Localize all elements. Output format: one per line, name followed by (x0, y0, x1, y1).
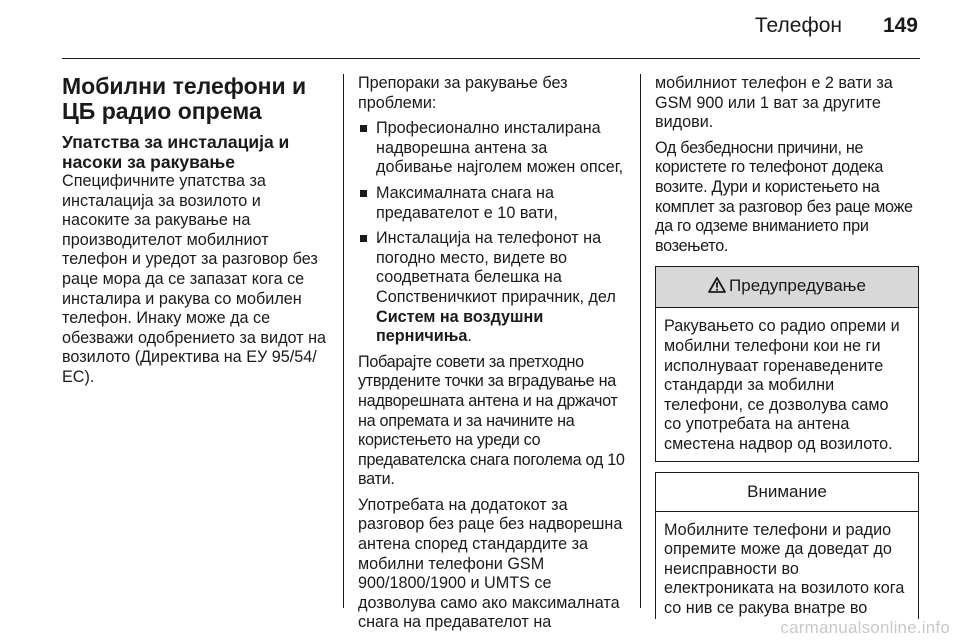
header-title: Телефон (754, 14, 842, 37)
bullet-icon (360, 125, 367, 132)
list-item (358, 119, 626, 178)
recommendations-list (358, 119, 626, 347)
power-paragraph: мобилниот телефон е 2 вати за GSM 900 или 1 ват за другите видови. (655, 74, 893, 132)
warning-box-title: Предупредување (729, 276, 866, 296)
list-item-text: Инсталација на телефонот на погодно место, видете во соодветната белешка на Сопственичкиот прирачник, дел (376, 229, 616, 306)
bullet-icon (360, 190, 367, 197)
recommendations-intro: Препораки за ракување без проблеми: (358, 74, 568, 112)
antenna-advice-paragraph: Побарајте совети за претходно утврдените точки за вградување на надворешната антена и на држачот на опремата и за начините на користењето на уреди со предавателска снага поголема од 10 вати. (358, 352, 625, 489)
warning-triangle-icon (708, 277, 726, 298)
column-3 (655, 74, 919, 619)
caution-box (655, 472, 919, 619)
list-item (358, 184, 626, 223)
header-divider (62, 58, 920, 59)
handsfree-paragraph: Употребата на додатокот за разговор без раце без надворешна антена според стандардите за мобилни телефони GSM 900/1800/1900 и UMTS се дозволува само ако максималната снага на предавателот на (358, 495, 623, 632)
list-item (358, 229, 626, 347)
warning-box-body: Ракувањето со радио опреми и мобилни телефони кои не ги исполнуваат горенаведените стандарди за мобилни телефони, се дозволува само со употребата на антена сместена надвор од возилото. (664, 317, 900, 453)
warning-box (655, 266, 919, 461)
installation-paragraph: Специфичните упатства за инсталација за возилото и насоките за ракување на производителот мобилниот телефон и уредот за разговор без раце мора да се запазат кога се инсталира и ракува со мобилен телефон. Инаку може да се обезважи одобрението за видот на возилото (Директива на ЕУ 95/54/ЕС). (62, 172, 327, 386)
column-divider-2 (640, 74, 641, 608)
warning-box-header (656, 267, 918, 308)
caution-box-body: Мобилните телефони и радио опремите може да доведат до неисправности во електрониката на возилото кога со нив се ракува внатре во (664, 520, 905, 617)
column-1 (62, 74, 330, 394)
page-number: 149 (882, 14, 918, 37)
bullet-icon (360, 235, 367, 242)
subsection-title: Упатства за инсталација и насоки за ракување (62, 132, 290, 172)
list-item-text: Професионално инсталирана надворешна антена за добивање најголем можен опсег, (376, 119, 624, 177)
column-divider-1 (343, 74, 344, 608)
list-item-text: Максималната снага на предавателот е 10 вати, (376, 183, 558, 222)
section-title: Мобилни телефони и ЦБ радио опрема (62, 73, 307, 124)
safety-paragraph: Од безбедносни причини, не користете го телефонот додека возите. Дури и користењето на комплет за разговор без раце може да го одземе вниманието при возењето. (655, 138, 913, 255)
watermark: carmanualsonline.info (780, 618, 950, 637)
list-item-end: . (467, 327, 472, 346)
caution-box-header: Внимание (656, 473, 918, 512)
column-2 (358, 74, 626, 639)
airbag-section-reference: Систем на воздушни перничиња (376, 307, 544, 346)
